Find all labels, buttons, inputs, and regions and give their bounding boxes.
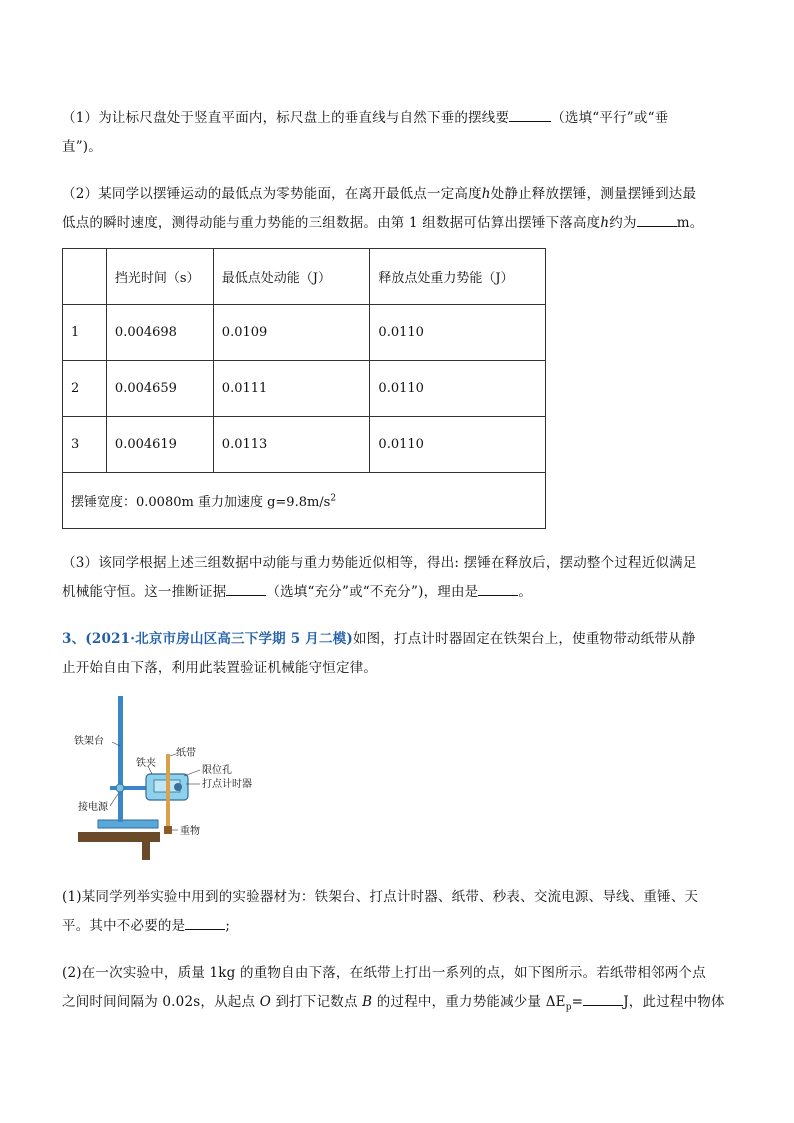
var-B: B xyxy=(362,994,373,1010)
problem3-line2: 止开始自由下落，利用此装置验证机械能守恒定律。 xyxy=(62,660,378,676)
apparatus-figure xyxy=(72,694,292,862)
p3q2-text-3: 的过程中，重力势能减少量 ΔE xyxy=(376,994,566,1010)
stand-base xyxy=(98,820,158,828)
q1-answer-blank[interactable] xyxy=(509,109,551,122)
table-header-row xyxy=(63,249,546,305)
table-row xyxy=(63,305,546,361)
q2-answer-blank[interactable] xyxy=(637,214,677,227)
p3q1-text-2: ; xyxy=(225,918,231,934)
q3-answer-blank-2[interactable] xyxy=(478,583,518,596)
timer-knob xyxy=(174,783,182,791)
p3q1-line2 xyxy=(62,914,230,934)
q1-line1 xyxy=(62,106,668,126)
q2-text-5: m。 xyxy=(676,215,704,231)
p3q1-answer-blank[interactable] xyxy=(185,917,225,930)
table-cell: 2 xyxy=(63,361,107,417)
table-cell: 3 xyxy=(63,417,107,473)
p3q1-text-1: 平。其中不必要的是 xyxy=(62,918,186,934)
q3-line1: （3）该同学根据上述三组数据中动能与重力势能近似相等，得出: 摆锤在释放后，摆动整个过程近似满足 xyxy=(62,555,697,571)
q2-line1 xyxy=(62,182,696,202)
table-header-cell xyxy=(63,249,107,305)
sub-p: p xyxy=(565,1002,572,1013)
var-h: h xyxy=(481,186,491,202)
footer-text: 摆锤宽度：0.0080m 重力加速度 g=9.8m/s xyxy=(71,495,331,510)
table-cell: 0.004619 xyxy=(106,417,213,473)
footer-sup: 2 xyxy=(330,493,337,504)
label-tape: 纸带 xyxy=(176,748,196,759)
table-cell: 1 xyxy=(63,305,107,361)
clamp-joint xyxy=(116,784,124,792)
stand-pole xyxy=(118,696,123,822)
table-cell: 0.0113 xyxy=(213,417,370,473)
problem3-text-1: 如图，打点计时器固定在铁架台上，使重物带动纸带从静 xyxy=(352,631,696,647)
label-timer: 打点计时器 xyxy=(202,779,252,790)
label-clamp: 铁夹 xyxy=(136,758,156,769)
q3-text-1: 机械能守恒。这一推断证据 xyxy=(62,584,227,600)
p3q2-line1: (2)在一次实验中，质量 1kg 的重物自由下落，在纸带上打出一系列的点，如下图所示。若纸带相邻两个点 xyxy=(62,965,706,981)
table-header-cell: 最低点处动能（J） xyxy=(213,249,370,305)
p3q2-text-2: 到打下记数点 xyxy=(275,994,358,1010)
q2-text-2: 处静止释放摆锤，测量摆锤到达最 xyxy=(490,186,697,202)
leader-line xyxy=(184,770,200,776)
q3-line2 xyxy=(62,580,532,600)
var-h-2: h xyxy=(600,215,610,231)
table-header-cell: 挡光时间（s） xyxy=(106,249,213,305)
label-stand: 铁架台 xyxy=(74,736,104,747)
table-header-cell: 释放点处重力势能（J） xyxy=(370,249,546,305)
label-power: 接电源 xyxy=(78,802,108,813)
label-hole: 限位孔 xyxy=(202,765,232,776)
q3-answer-blank-1[interactable] xyxy=(226,583,266,596)
table-row xyxy=(63,417,546,473)
p3q2-text-4: = xyxy=(571,994,584,1010)
weight-block xyxy=(164,826,172,834)
p3q2-answer-blank[interactable] xyxy=(583,993,623,1006)
table-cell: 0.0109 xyxy=(213,305,370,361)
label-weight: 重物 xyxy=(180,826,200,837)
q3-text-3: 。 xyxy=(518,584,533,600)
q2-text-3: 低点的瞬时速度，测得动能与重力势能的三组数据。由第 1 组数据可估算出摆锤下落高度 xyxy=(62,215,601,231)
paper-tape xyxy=(166,754,170,828)
table-row xyxy=(63,361,546,417)
leader-line xyxy=(110,794,118,806)
q1-text-after: （选填“平行”或“垂 xyxy=(551,110,669,126)
q3-text-2: （选填“充分”或“不充分”)，理由是 xyxy=(266,584,479,600)
table-cell: 0.0110 xyxy=(370,361,546,417)
table-leg xyxy=(142,842,150,860)
p3q1-line1: (1)某同学列举实验中用到的实验器材为：铁架台、打点计时器、纸带、秒表、交流电源、导线、重锤、天 xyxy=(62,889,699,905)
p3q2-text-1: 之间时间间隔为 0.02s，从起点 xyxy=(62,994,256,1010)
q1-line2: 直”)。 xyxy=(62,139,102,155)
q2-text-4: 约为 xyxy=(609,215,637,231)
p3q2-text-5: J，此过程中物体 xyxy=(623,994,725,1010)
p3q2-line2 xyxy=(62,990,725,1013)
table-cell: 0.0110 xyxy=(370,305,546,361)
problem3-heading: 3、(2021·北京市房山区高三下学期 5 月二模) xyxy=(62,631,353,647)
table-cell: 0.004659 xyxy=(106,361,213,417)
table-top xyxy=(78,832,160,842)
q2-line2 xyxy=(62,211,703,231)
problem3-line1 xyxy=(62,627,695,647)
table-footer-cell xyxy=(63,473,546,529)
table-cell: 0.0111 xyxy=(213,361,370,417)
q1-text-before: （1）为让标尺盘处于竖直平面内，标尺盘上的垂直线与自然下垂的摆线要 xyxy=(62,110,510,126)
table-footer-row xyxy=(63,473,546,529)
var-O: O xyxy=(259,994,271,1010)
q2-text-1: （2）某同学以摆锤运动的最低点为零势能面，在离开最低点一定高度 xyxy=(62,186,482,202)
table-cell: 0.004698 xyxy=(106,305,213,361)
table-cell: 0.0110 xyxy=(370,417,546,473)
data-table xyxy=(62,248,546,529)
